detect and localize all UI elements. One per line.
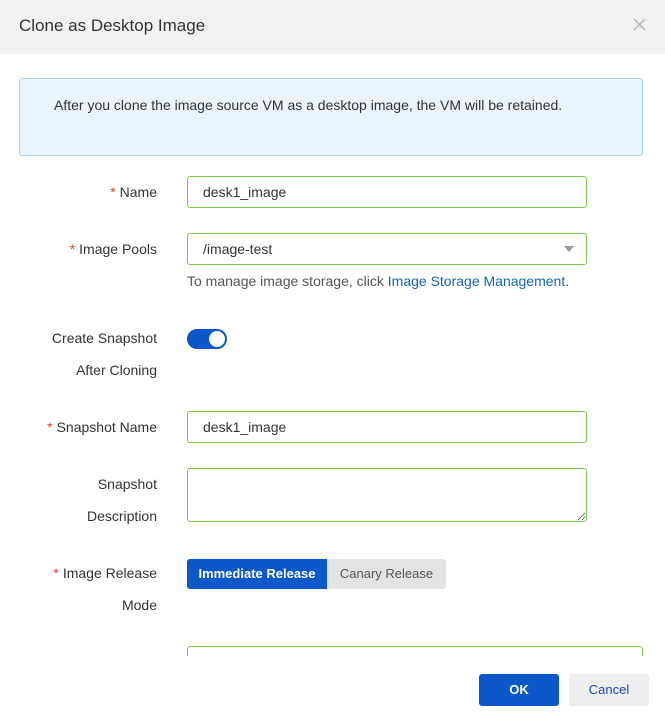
snapshot-description-label-line2: Description	[86, 508, 157, 524]
name-input[interactable]	[187, 176, 587, 208]
image-pools-select[interactable]	[187, 233, 587, 265]
release-mode-label-line2: Mode	[121, 597, 157, 613]
dialog-title: Clone as Desktop Image	[19, 16, 206, 35]
image-storage-management-link[interactable]: Image Storage Management.	[387, 273, 570, 289]
release-mode-segmented-control	[187, 559, 446, 589]
immediate-release-option[interactable]: Immediate Release	[187, 559, 327, 589]
required-mark: *	[53, 565, 59, 581]
info-banner	[19, 78, 643, 156]
create-snapshot-toggle[interactable]	[187, 329, 227, 349]
image-pools-hint: To manage image storage, click Image Storage Management.	[187, 273, 570, 289]
required-mark: *	[110, 184, 116, 200]
canary-release-option[interactable]: Canary Release	[327, 559, 446, 589]
dialog-footer	[0, 656, 665, 725]
close-icon	[630, 15, 650, 35]
cancel-button[interactable]: Cancel	[569, 674, 649, 706]
release-mode-label-line1: * Image Release	[53, 565, 157, 581]
name-label: * Name	[110, 184, 157, 200]
snapshot-description-textarea[interactable]	[187, 468, 587, 522]
create-snapshot-label-line1: Create Snapshot	[51, 330, 157, 346]
chevron-down-icon	[564, 246, 574, 252]
create-snapshot-label-line2: After Cloning	[76, 362, 157, 378]
required-mark: *	[69, 241, 76, 257]
toggle-knob	[209, 331, 225, 347]
image-pools-value: /image-test	[203, 241, 273, 257]
snapshot-description-label-line1: Snapshot	[97, 476, 157, 492]
dialog-header	[0, 0, 665, 54]
image-pools-label: * Image Pools	[69, 241, 157, 257]
snapshot-name-label: * Snapshot Name	[47, 419, 157, 435]
info-text: After you clone the image source VM as a desktop image, the VM will be retained.	[54, 97, 563, 113]
ok-button[interactable]: OK	[479, 674, 559, 706]
snapshot-name-input[interactable]	[187, 411, 587, 443]
required-mark: *	[47, 419, 53, 435]
close-button[interactable]	[630, 15, 650, 35]
